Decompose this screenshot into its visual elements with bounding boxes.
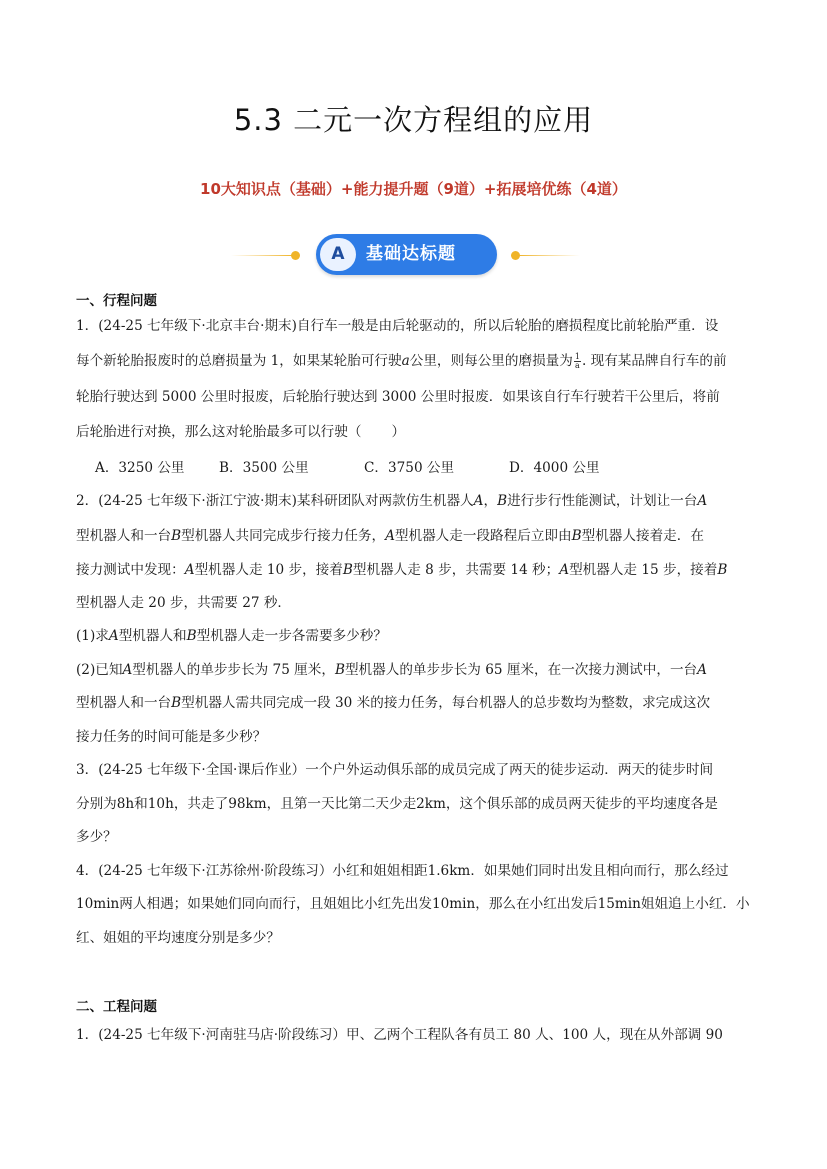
q2-text: ，	[483, 493, 498, 509]
q2-text: 接力测试中发现：	[76, 562, 185, 578]
q2-text: (2)已知	[76, 662, 123, 678]
q2-var: A	[108, 628, 119, 644]
q2-line	[76, 560, 756, 580]
q2-text: 型机器人走 15 步，接着	[569, 562, 718, 578]
fraction	[574, 353, 581, 370]
q2-var: B	[171, 695, 182, 711]
q2-line: 接力任务的时间可能是多少秒？	[76, 729, 267, 745]
q2-text: 型机器人和	[118, 628, 187, 644]
q4-line: 红、姐姐的平均速度分别是多少？	[76, 930, 280, 946]
option-d: D．4000 公里	[509, 460, 600, 476]
q4-line: 10min两人相遇；如果她们同向而行，且姐姐比小红先出发10min，那么在小红出发后15min姐姐追上小红．小	[76, 896, 750, 912]
banner-badge: A	[320, 238, 356, 271]
q2-text: 型机器人走 8 步，共需要 14 秒；	[352, 562, 560, 578]
q1-text: . 现有某品牌自行车的前	[581, 353, 727, 369]
option-a: A．3250 公里	[95, 460, 185, 476]
q1-var: a	[401, 353, 410, 369]
q3-line: 3．(24-25 七年级下·全国·课后作业）一个户外运动俱乐部的成员完成了两天的徒步运动．两天的徒步时间	[76, 762, 714, 778]
q2-line: 型机器人走 20 步，共需要 27 秒．	[76, 595, 292, 611]
q2-text: 进行步行性能测试，计划让一台	[507, 493, 698, 509]
q2-text: 型机器人的单步步长为 65 厘米，在一次接力测试中，一台	[344, 662, 698, 678]
q2-part-2	[76, 660, 756, 680]
page-title: 5.3 二元一次方程组的应用	[233, 103, 594, 137]
q2-line	[76, 693, 756, 713]
q2-var: A	[122, 662, 133, 678]
q1-line: 1．(24-25 七年级下·北京丰台·期末)自行车一般是由后轮驱动的，所以后轮胎的磨损程度比前轮胎严重．设	[76, 318, 719, 334]
q2-line	[76, 491, 756, 511]
q1-text: ）	[391, 424, 406, 440]
section-heading-engineering: 二、工程问题	[76, 999, 157, 1015]
q2-var: B	[571, 528, 582, 544]
q2-var: A	[697, 662, 707, 678]
q2-var: A	[697, 493, 708, 509]
q2-text: 2．(24-25 七年级下·浙江宁波·期末)某科研团队对两款仿生机器人	[76, 493, 474, 509]
q2-var: B	[171, 528, 182, 544]
q2-var: B	[186, 628, 197, 644]
q2-var: A	[559, 562, 570, 578]
q1-text: 每个新轮胎报废时的总磨损量为 1，如果某轮胎可行驶	[76, 353, 402, 369]
q2-text: 型机器人和一台	[76, 528, 172, 544]
q5-line: 1．(24-25 七年级下·河南驻马店·阶段练习）甲、乙两个工程队各有员工 80 人、100 人，现在从外部调 90	[76, 1027, 723, 1043]
q1-text: 后轮胎进行对换，那么这对轮胎最多可以行驶（	[76, 424, 362, 440]
section-heading-travel: 一、行程问题	[76, 293, 157, 309]
q2-text: 型机器人的单步步长为 75 厘米，	[132, 662, 335, 678]
q2-text: 型机器人走一段路程后立即由	[394, 528, 572, 544]
q2-var: A	[184, 562, 195, 578]
section-banner	[0, 234, 827, 276]
option-c: C．3750 公里	[364, 460, 455, 476]
q2-part-1	[76, 626, 756, 646]
q2-text: 型机器人接着走．在	[581, 528, 704, 544]
q2-text: 型机器人和一台	[76, 695, 172, 711]
q1-text: 公里，则每公里的磨损量为	[409, 353, 573, 369]
banner-left-dot	[291, 251, 300, 260]
q2-var: B	[334, 662, 345, 678]
banner-label: 基础达标题	[366, 244, 456, 264]
fraction-numerator: 1	[574, 352, 580, 361]
q2-text: 型机器人走一步各需要多少秒？	[196, 628, 387, 644]
q1-line	[76, 351, 756, 371]
q2-var: B	[717, 562, 728, 578]
q1-line: 轮胎行驶达到 5000 公里时报废，后轮胎行驶达到 3000 公里时报废．如果该自行车行驶若干公里后，将前	[76, 389, 720, 405]
q2-var: B	[497, 493, 508, 509]
q2-var: B	[342, 562, 353, 578]
q4-line: 4．(24-25 七年级下·江苏徐州·阶段练习）小红和姐姐相距1.6km．如果她们同时出发且相向而行，那么经过	[76, 863, 729, 879]
q2-var: A	[385, 528, 395, 544]
fraction-denominator: a	[575, 361, 580, 370]
q2-var: A	[473, 493, 484, 509]
q2-line	[76, 526, 756, 546]
q2-text: 型机器人需共同完成一段 30 米的接力任务，每台机器人的总步数均为整数，求完成这次	[181, 695, 711, 711]
banner-right-line	[518, 255, 580, 256]
q3-line: 分别为8h和10h，共走了98km，且第一天比第二天少走2km，这个俱乐部的成员两天徒步的平均速度各是	[76, 796, 718, 812]
q1-line	[76, 422, 756, 442]
q2-text: 型机器人共同完成步行接力任务，	[181, 528, 386, 544]
q3-line: 多少？	[76, 829, 117, 845]
option-b: B．3500 公里	[219, 460, 309, 476]
q2-text: (1)求	[76, 628, 109, 644]
page-subtitle: 10大知识点（基础）+能力提升题（9道）+拓展培优练（4道）	[200, 180, 627, 198]
banner-left-line	[231, 255, 293, 256]
q2-text: 型机器人走 10 步，接着	[194, 562, 343, 578]
